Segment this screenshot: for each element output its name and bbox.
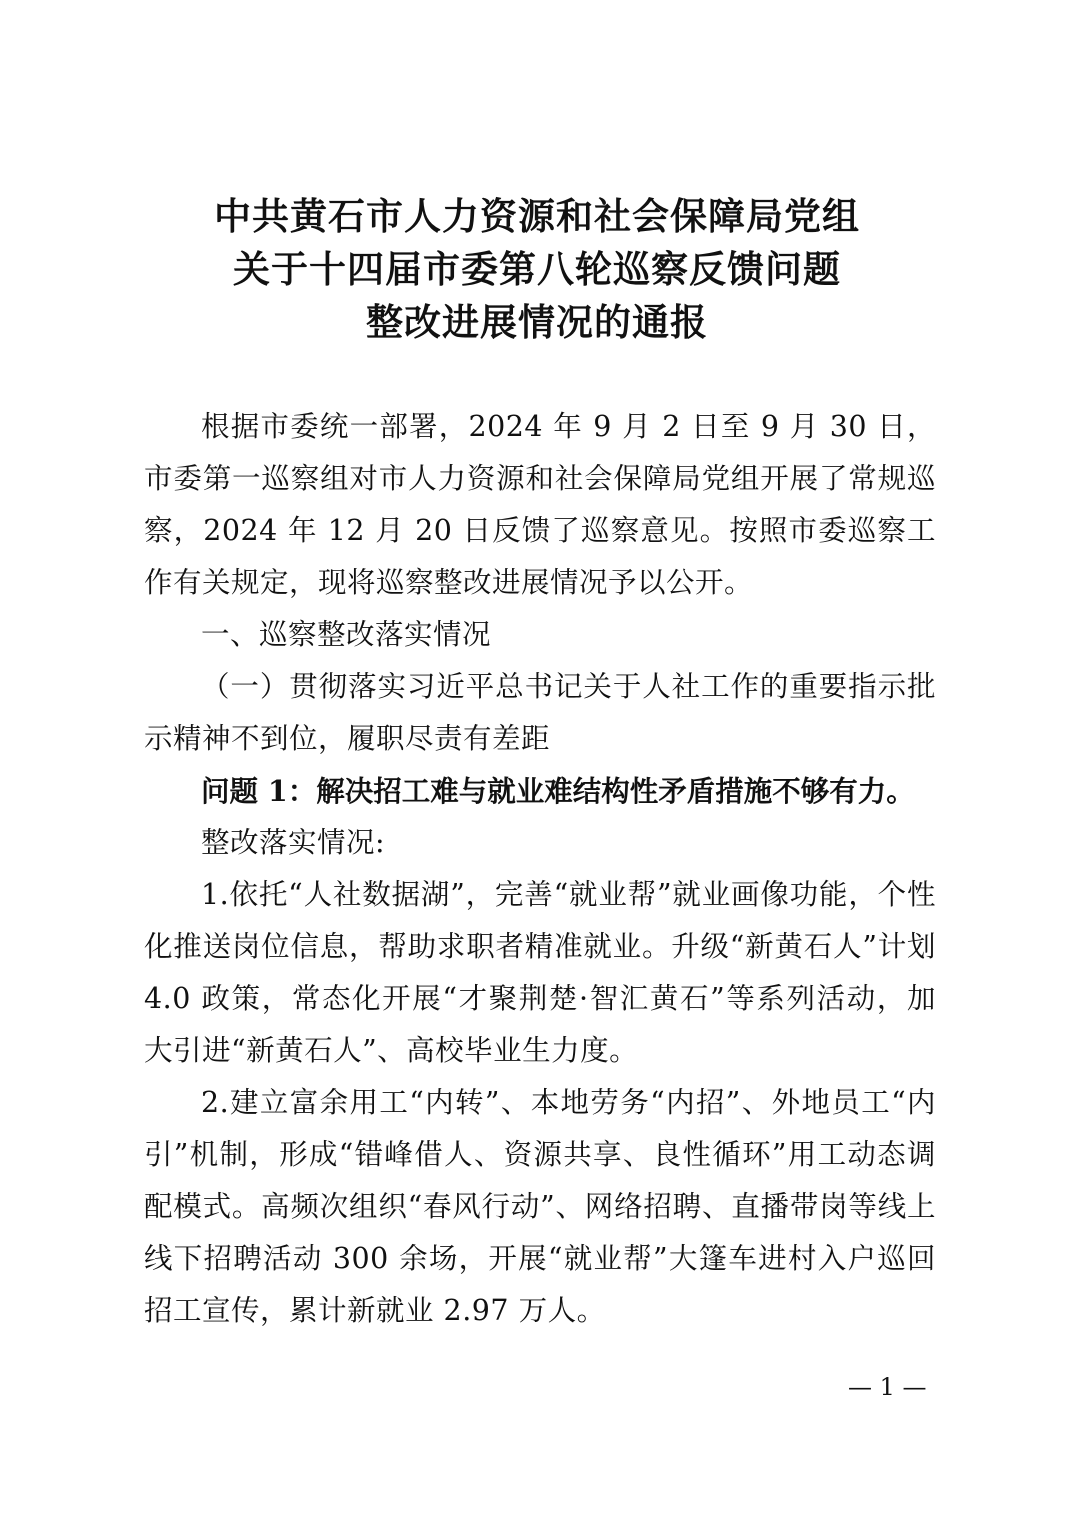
page-number: — 1 — <box>848 1373 927 1401</box>
document-body <box>144 401 936 1337</box>
problem-statement: 问题 1：解决招工难与就业难结构性矛盾措施不够有力。 <box>201 774 915 808</box>
intro-paragraph: 根据市委统一部署，2024 年 9 月 2 日至 9 月 30 日，市委第一巡察组对市人力资源和社会保障局党组开展了常规巡察，2024 年 12 月 20 日反馈了巡察意见。按照市委巡察工作有关规定，现将巡察整改进展情况予以公开。 <box>144 410 936 599</box>
subsection-heading: （一）贯彻落实习近平总书记关于人社工作的重要指示批示精神不到位，履职尽责有差距 <box>144 670 936 755</box>
title-line-3: 整改进展情况的通报 <box>366 301 708 344</box>
measure-item-1: 1.依托“人社数据湖”，完善“就业帮”就业画像功能，个性化推送岗位信息，帮助求职者精准就业。升级“新黄石人”计划 4.0 政策，常态化开展“才聚荆楚·智汇黄石”等系列活动，加大引进“新黄石人”、高校毕业生力度。 <box>144 878 936 1067</box>
title-line-2: 关于十四届市委第八轮巡察反馈问题 <box>233 248 841 291</box>
document-title <box>0 190 1074 349</box>
title-line-1: 中共黄石市人力资源和社会保障局党组 <box>214 195 860 238</box>
status-label: 整改落实情况: <box>201 826 386 859</box>
measure-item-2: 2.建立富余用工“内转”、本地劳务“内招”、外地员工“内引”机制，形成“错峰借人、资源共享、良性循环”用工动态调配模式。高频次组织“春风行动”、网络招聘、直播带岗等线上线下招聘活动 300 余场，开展“就业帮”大篷车进村入户巡回招工宣传，累计新就业 2.97 万人。 <box>144 1086 936 1327</box>
section-heading: 一、巡察整改落实情况 <box>201 618 492 651</box>
